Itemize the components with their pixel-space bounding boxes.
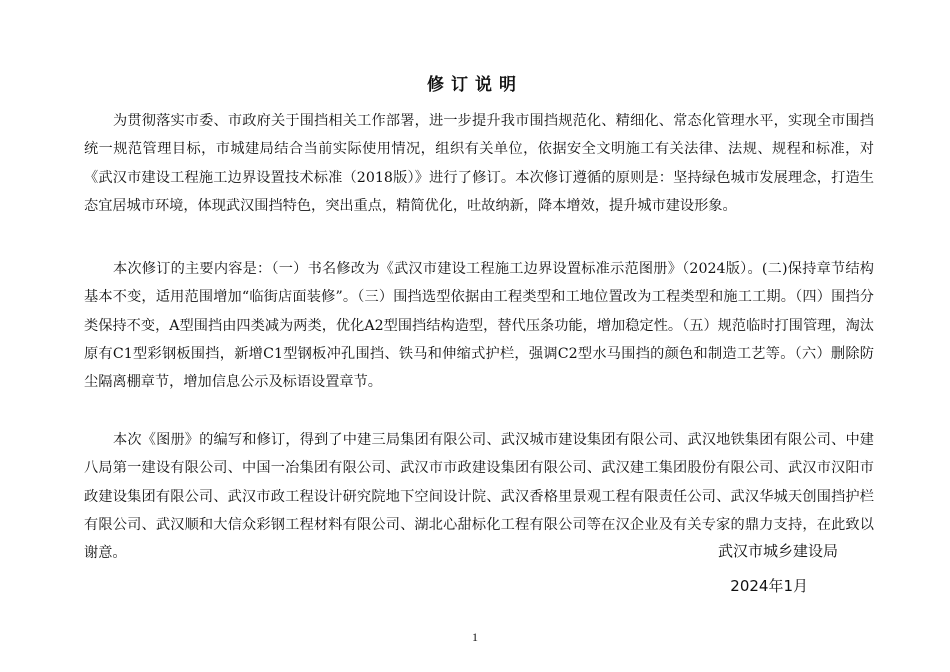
paragraph-main-changes: 本次修订的主要内容是：（一）书名修改为《武汉市建设工程施工边界设置标准示范图册》（2024版）。(二)保持章节结构基本不变，适用范围增加“临街店面装修”。（三）围挡选型依据由工程类型和工地位置改为工程类型和施工工期。（四）围挡分类保持不变，A型围挡由四类减为两类，优化A2型围挡结构造型，替代压条功能，增加稳定性。（五）规范临时打围管理，淘汰原有C1型彩钢板围挡，新增C1型钢板冲孔围挡、铁马和伸缩式护栏，强调C2型水马围挡的颜色和制造工艺等。（六）删除防尘隔离棚章节，增加信息公示及标语设置章节。 xyxy=(84,261,874,391)
page-number: 1 xyxy=(472,630,478,644)
paragraph-purpose: 为贯彻落实市委、市政府关于围挡相关工作部署，进一步提升我市围挡规范化、精细化、常态化管理水平，实现全市围挡统一规范管理目标，市城建局结合当前实际使用情况，组织有关单位，依据安全文明施工有关法律、法规、规程和标准，对《武汉市建设工程施工边界设置技术标准（2018版）》进行了修订。本次修订遵循的原则是：坚持绿色城市发展理念，打造生态宜居城市环境，体现武汉围挡特色，突出重点，精简优化，吐故纳新，降本增效，提升城市建设形象。 xyxy=(84,113,874,214)
signature-date: 2024年1月 xyxy=(730,577,808,595)
page-title: 修订说明 xyxy=(427,75,523,95)
signature-organization: 武汉市城乡建设局 xyxy=(717,542,838,560)
paragraph-acknowledgements: 本次《图册》的编写和修订，得到了中建三局集团有限公司、武汉城市建设集团有限公司、武汉地铁集团有限公司、中建八局第一建设有限公司、中国一冶集团有限公司、武汉市市政建设集团有限公司、武汉建工集团股份有限公司、武汉市汉阳市政建设集团有限公司、武汉市政工程设计研究院地下空间设计院、武汉香格里景观工程有限责任公司、武汉华城天创围挡护栏有限公司、武汉顺和大信众彩钢工程材料有限公司、湖北心甜标化工程有限公司等在汉企业及有关专家的鼎力支持，在此致以谢意。 xyxy=(84,432,874,562)
